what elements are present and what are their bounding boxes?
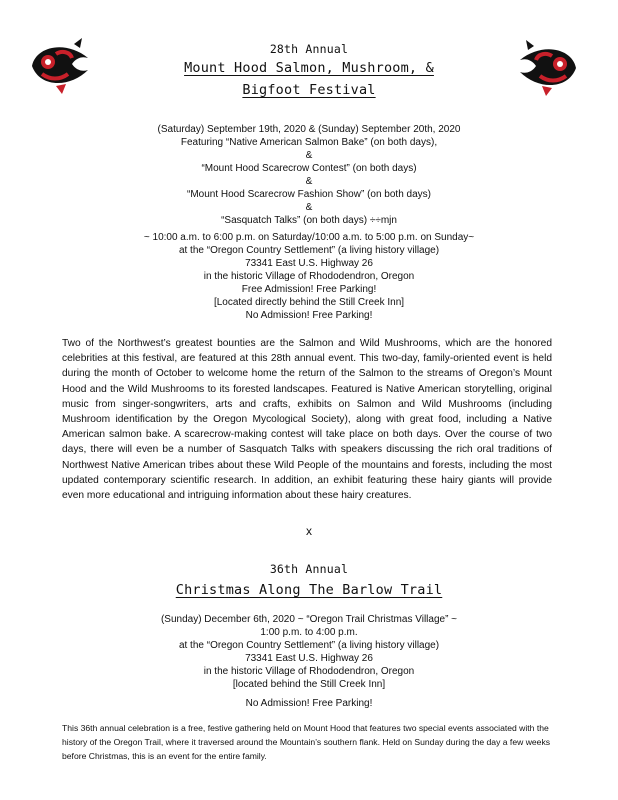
festival-location-line: Free Admission! Free Parking! (241, 284, 377, 295)
festival-detail-line: Featuring “Native American Salmon Bake” (on both days), (180, 137, 438, 148)
festival-location-line: [Located directly behind the Still Creek Inn] (213, 297, 405, 308)
festival-admission: No Admission! Free Parking! (245, 310, 373, 321)
festival-location-line: at the “Oregon Country Settlement” (a living history village) (178, 245, 440, 256)
christmas-admission: No Admission! Free Parking! (245, 698, 373, 709)
section-separator: x (306, 524, 312, 538)
christmas-detail-line: [located behind the Still Creek Inn] (232, 679, 386, 690)
festival-location (0, 231, 618, 309)
festival-description: Two of the Northwest’s greatest bounties are the Salmon and Wild Mushrooms, which are the honored celebrities at this festival, are featured at this 28th annual event. This two-day, family-oriented event is held during the month of October to welcome home the return of the Salmon to the streams of Oregon’s Mount Hood and the Wild Mushrooms to its forested landscapes. Featured is Native American storytelling, original music from singer-songwriters, arts and crafts, exhibits on Salmon and Wild Mushrooms (including Mushroom identification by the Oregon Mycological Society), along with great food, including a Native American salmon bake. A scarecrow-making contest will take place on both days. Over the course of two days, there will even be a number of Sasquatch Talks with speakers discussing the rich oral traditions of Northwest Native American tribes about these Wild People of the mountains and forests, including the most updated contemporary scientific research. In addition, an exhibit featuring these hairy giants will provide even more educational and intriguing information about these hairy creatures. (62, 338, 552, 502)
festival-location-line: 73341 East U.S. Highway 26 (245, 258, 373, 269)
festival-details (0, 123, 618, 227)
festival-detail-line: & (305, 202, 313, 213)
festival-location-line: in the historic Village of Rhododendron, Oregon (203, 271, 415, 282)
festival-detail-line: “Mount Hood Scarecrow Contest” (on both days) (201, 163, 417, 174)
festival-detail-line: & (305, 176, 313, 187)
festival-detail-line: (Saturday) September 19th, 2020 & (Sunday) September 20th, 2020 (157, 124, 461, 135)
festival-detail-line: “Sasquatch Talks” (on both days) ÷÷mjn (221, 215, 397, 226)
christmas-detail-line: 1:00 p.m. to 4:00 p.m. (260, 627, 358, 638)
christmas-annual-label: 36th Annual (269, 562, 349, 576)
festival-annual-label: 28th Annual (269, 42, 349, 56)
christmas-detail-line: (Sunday) December 6th, 2020 ~ “Oregon Trail Christmas Village” ~ (160, 614, 458, 625)
christmas-description: This 36th annual celebration is a free, festive gathering held on Mount Hood that features two special events associated with the history of the Oregon Trail, where it traversed around the Mountain’s southern flank. Held on Sunday during the day a few weeks before Christmas, this is an event for the entire family. (62, 723, 551, 761)
festival-title-line2: Bigfoot Festival (242, 82, 376, 98)
festival-title-line1: Mount Hood Salmon, Mushroom, & (184, 60, 434, 76)
christmas-detail-line: in the historic Village of Rhododendron, Oregon (203, 666, 415, 677)
festival-detail-line: “Mount Hood Scarecrow Fashion Show” (on both days) (186, 189, 431, 200)
festival-detail-line: & (305, 150, 313, 161)
christmas-details (0, 613, 618, 691)
festival-location-line: ~ 10:00 a.m. to 6:00 p.m. on Saturday/10:00 a.m. to 5:00 p.m. on Sunday~ (143, 232, 475, 243)
christmas-detail-line: 73341 East U.S. Highway 26 (245, 653, 373, 664)
christmas-title: Christmas Along The Barlow Trail (175, 582, 443, 598)
christmas-detail-line: at the “Oregon Country Settlement” (a living history village) (178, 640, 440, 651)
